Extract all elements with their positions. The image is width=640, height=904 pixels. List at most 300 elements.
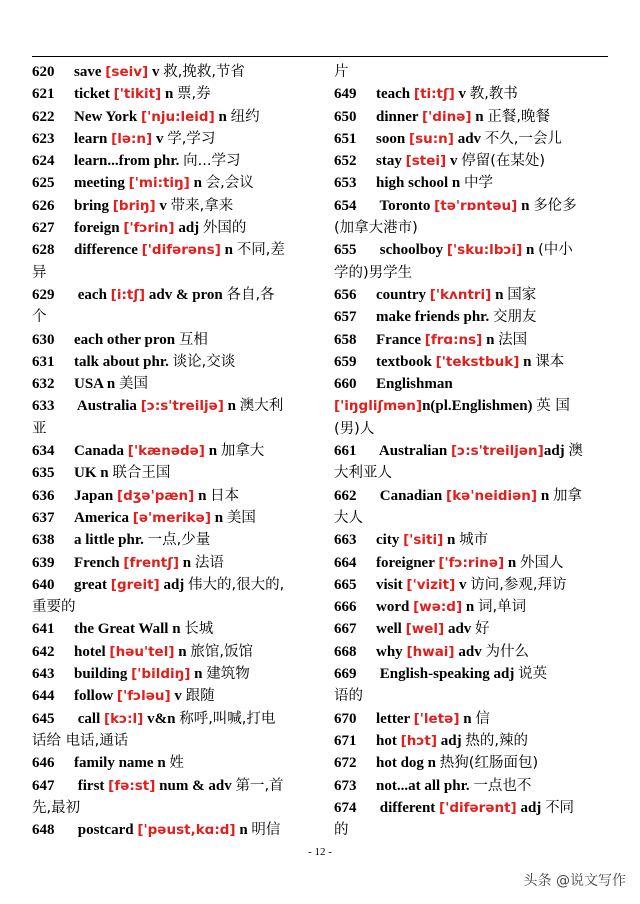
entry-meaning: 一点,少量: [147, 532, 211, 549]
entry-number: 625: [32, 175, 55, 192]
entry-meaning: 信: [475, 710, 490, 727]
entry-meaning: 片: [334, 64, 349, 80]
vocab-line: [334, 485, 608, 507]
entry-word: n: [537, 487, 553, 504]
entry-word: Canada: [74, 443, 128, 460]
entry-word: n: [204, 443, 221, 460]
vocab-line: [32, 284, 306, 306]
vocab-column-right: [334, 61, 608, 841]
entry-word: n: [522, 242, 539, 259]
entry-meaning: 教,教书: [469, 86, 518, 103]
vocab-line: [32, 529, 306, 551]
entry-word: n: [179, 554, 195, 571]
vocab-line: [32, 172, 306, 194]
entry-meaning: 英 国: [536, 398, 570, 415]
entry-number: 631: [32, 353, 55, 370]
entry-meaning: 澳: [568, 443, 583, 460]
entry-phonetic: [lə:n]: [111, 130, 153, 147]
entry-word: schoolboy: [376, 242, 447, 259]
entry-number: 640: [32, 576, 55, 593]
entry-number: 645: [32, 710, 55, 727]
entry-number: 674: [334, 799, 357, 816]
entry-number: 662: [334, 487, 357, 504]
entry-number: 646: [32, 755, 55, 772]
entry-meaning: 美国: [226, 509, 256, 526]
entry-word: each other pron: [74, 331, 179, 348]
entry-number: 628: [32, 242, 55, 259]
entry-meaning: 向...学习: [183, 153, 241, 170]
entry-phonetic: [kə'neidiən]: [446, 487, 538, 504]
entry-phonetic: [greit]: [110, 576, 160, 593]
entry-meaning: 救,挽救,节省: [163, 64, 245, 80]
entry-word: teach: [376, 86, 414, 103]
entry-word: family name n: [74, 755, 170, 772]
entry-word: adj: [437, 732, 466, 749]
entry-meaning: 个: [32, 309, 47, 326]
entry-phonetic: [briŋ]: [112, 197, 156, 214]
entry-meaning: 跟随: [185, 688, 215, 705]
entry-number: 658: [334, 331, 357, 348]
entry-word: English-speaking adj: [376, 666, 519, 683]
entry-word: v: [455, 576, 471, 593]
entry-word: save: [74, 64, 106, 80]
entry-meaning: 课本: [535, 353, 565, 370]
entry-word: learn...from phr.: [74, 153, 184, 170]
entry-word: v: [446, 153, 462, 170]
vocab-line: [32, 373, 306, 395]
entry-word: hot: [376, 732, 401, 749]
entry-word: foreign: [74, 220, 124, 237]
entry-number: 620: [32, 64, 55, 80]
entry-word: Canadian: [376, 487, 447, 504]
vocab-line: [32, 574, 306, 596]
vocab-line: [334, 329, 608, 351]
entry-phonetic: ['pəust,kɑ:d]: [137, 822, 236, 839]
vocab-line: [334, 172, 608, 194]
entry-phonetic: ['fɔrin]: [123, 220, 175, 237]
page-number: - 12 -: [308, 846, 332, 858]
vocab-line: [334, 819, 608, 841]
entry-word: word: [376, 599, 414, 616]
entry-phonetic: [dʒə'pæn]: [116, 487, 195, 504]
entry-meaning: 说英: [518, 666, 548, 683]
entry-meaning: 各自,各: [226, 286, 275, 303]
entry-word: visit: [376, 576, 407, 593]
entry-word: UK n: [74, 465, 113, 482]
entry-meaning: 会,会议: [205, 175, 254, 192]
entry-meaning: 美国: [119, 376, 149, 393]
vocab-line: [32, 418, 306, 440]
entry-number: 669: [334, 666, 357, 683]
vocab-line: [32, 485, 306, 507]
vocab-line: [32, 83, 306, 105]
entry-word: adj: [159, 576, 189, 593]
entry-word: high school n: [376, 175, 464, 192]
entry-word: n: [190, 666, 207, 683]
entry-word: France: [376, 331, 425, 348]
vocab-line: [32, 775, 306, 797]
vocab-line: [32, 329, 306, 351]
entry-word: soon: [376, 130, 409, 147]
entry-phonetic: ['letə]: [413, 710, 460, 727]
vocab-line: [334, 306, 608, 328]
entry-number: 652: [334, 153, 357, 170]
entry-word: the Great Wall n: [74, 621, 185, 638]
entry-number: 644: [32, 688, 55, 705]
entry-number: 635: [32, 465, 55, 482]
entry-word: n: [519, 353, 536, 370]
vocab-line: [334, 685, 608, 707]
entry-phonetic: [fə:st]: [108, 777, 156, 794]
entry-number: 643: [32, 666, 55, 683]
entry-meaning: 城市: [459, 532, 489, 549]
entry-word: n: [471, 108, 488, 125]
vocab-line: [32, 685, 306, 707]
entry-word: adj: [174, 220, 203, 237]
entry-meaning: 异: [32, 264, 47, 281]
entry-phonetic: ['fɔ:rinə]: [438, 554, 505, 571]
entry-word: hotel: [74, 643, 110, 660]
entry-number: 641: [32, 621, 55, 638]
entry-number: 638: [32, 532, 55, 549]
entry-number: 660: [334, 376, 357, 393]
entry-word: each: [74, 286, 111, 303]
entry-phonetic: [wel]: [405, 621, 445, 638]
entry-word: Australian: [376, 443, 452, 460]
entry-meaning: 词,单词: [477, 599, 527, 616]
entry-phonetic: [stei]: [405, 153, 447, 170]
vocab-line: [32, 552, 306, 574]
entry-phonetic: ['mi:tiŋ]: [128, 175, 190, 192]
vocab-line: [334, 797, 608, 819]
entry-word: first: [74, 777, 109, 794]
entry-meaning: 票,券: [177, 86, 211, 103]
vocab-line: [32, 663, 306, 685]
entry-word: v: [454, 86, 470, 103]
vocab-line: [334, 574, 608, 596]
vocab-line: [334, 262, 608, 284]
entry-meaning: 学,学习: [167, 130, 216, 147]
vocab-line: [32, 752, 306, 774]
vocab-line: [334, 641, 608, 663]
vocab-line: [334, 775, 608, 797]
entry-word: n: [517, 197, 534, 214]
entry-phonetic: [ɔ:s'treiljə]: [140, 398, 224, 415]
entry-meaning: 好: [475, 621, 490, 638]
entry-number: 642: [32, 643, 55, 660]
entry-word: not...at all phr.: [376, 777, 474, 794]
entry-word: adv: [454, 643, 486, 660]
entry-word: textbook: [376, 353, 436, 370]
entry-word: v&n: [143, 710, 180, 727]
entry-word: letter: [376, 710, 414, 727]
entry-number: 670: [334, 710, 357, 727]
entry-phonetic: ['tikit]: [113, 86, 162, 103]
vocab-line: [334, 730, 608, 752]
entry-word: bring: [74, 197, 113, 214]
vocab-line: [32, 61, 306, 83]
entry-word: n: [174, 643, 191, 660]
entry-number: 649: [334, 86, 357, 103]
entry-word: America: [74, 509, 133, 526]
entry-phonetic: ['iŋgliʃmən]: [334, 398, 423, 415]
entry-word: Englishman: [376, 376, 453, 393]
entry-phonetic: ['kænədə]: [127, 443, 205, 460]
vocab-line: [334, 150, 608, 172]
entry-meaning: 法国: [498, 331, 528, 348]
vocab-line: [334, 462, 608, 484]
entry-phonetic: ['difərənt]: [439, 799, 517, 816]
entry-meaning: 不久,一会儿: [484, 130, 562, 147]
entry-phonetic: [hɔt]: [400, 732, 438, 749]
entry-meaning: 的: [334, 822, 349, 839]
entry-number: 668: [334, 643, 357, 660]
entry-word: stay: [376, 153, 406, 170]
entry-meaning: 话给 电话,通话: [32, 732, 129, 749]
entry-word: n: [194, 487, 211, 504]
entry-meaning: 重要的: [32, 599, 76, 616]
entry-word: adv & pron: [145, 286, 227, 303]
vocab-line: [32, 440, 306, 462]
entry-word: USA n: [74, 376, 120, 393]
entry-number: 673: [334, 777, 357, 794]
entry-meaning: 长城: [184, 621, 214, 638]
vocab-line: [32, 306, 306, 328]
entry-number: 633: [32, 398, 55, 415]
entry-number: 622: [32, 108, 55, 125]
entry-word: why: [376, 643, 407, 660]
entry-meaning: 建筑物: [206, 666, 250, 683]
entry-word: Toronto: [376, 197, 435, 214]
entry-phonetic: ['sku:lbɔi]: [446, 242, 523, 259]
entry-meaning: 学的)男学生: [334, 264, 413, 281]
entry-meaning: 外国的: [202, 220, 247, 237]
entry-word: talk about phr.: [74, 353, 173, 370]
entry-meaning: 澳大利: [239, 398, 284, 415]
entry-word: postcard: [74, 822, 138, 839]
entry-phonetic: ['vizit]: [406, 576, 456, 593]
vocab-line: [334, 440, 608, 462]
entry-meaning: 多伦多: [533, 197, 577, 214]
vocab-line: [32, 618, 306, 640]
entry-number: 654: [334, 197, 357, 214]
entry-phonetic: [frentʃ]: [123, 554, 180, 571]
entry-meaning: 法语: [194, 554, 224, 571]
entry-meaning: 日本: [210, 487, 240, 504]
entry-meaning: 为什么: [485, 643, 529, 660]
entry-word: n: [462, 599, 478, 616]
entry-phonetic: [ti:tʃ]: [413, 86, 455, 103]
entry-meaning: (中小: [538, 242, 573, 259]
vocab-line: [334, 552, 608, 574]
entry-phonetic: [seiv]: [105, 64, 149, 80]
vocab-line: [334, 61, 608, 83]
vocab-line: [334, 217, 608, 239]
vocab-line: [32, 195, 306, 217]
entry-meaning: 中学: [463, 175, 493, 192]
entry-meaning: 一点也不: [473, 777, 532, 794]
entry-number: 650: [334, 108, 357, 125]
vocab-line: [32, 262, 306, 284]
entry-number: 647: [32, 777, 55, 794]
entry-word: adv: [453, 130, 485, 147]
entry-meaning: 姓: [169, 755, 184, 772]
vocab-line: [32, 797, 306, 819]
entry-word: French: [74, 554, 124, 571]
entry-number: 657: [334, 309, 357, 326]
entry-word: num & adv: [155, 777, 236, 794]
entry-word: Japan: [74, 487, 117, 504]
entry-number: 639: [32, 554, 55, 571]
vocab-line: [32, 462, 306, 484]
entry-word: a little phr.: [74, 532, 148, 549]
entry-word: v: [155, 197, 171, 214]
entry-word: v: [148, 64, 164, 80]
entry-meaning: 先,最初: [32, 799, 81, 816]
entry-meaning: 大利亚人: [334, 465, 392, 482]
entry-number: 655: [334, 242, 357, 259]
entry-number: 630: [32, 331, 55, 348]
entry-meaning: 大人: [334, 509, 363, 526]
entry-word: different: [376, 799, 440, 816]
vocab-line: [334, 752, 608, 774]
entry-phonetic: [həu'tel]: [109, 643, 175, 660]
entry-word: Australia: [74, 398, 141, 415]
entry-phonetic: ['tekstbuk]: [435, 353, 520, 370]
entry-phonetic: [ə'merikə]: [132, 509, 211, 526]
vocab-line: [32, 239, 306, 261]
entry-number: 665: [334, 576, 357, 593]
entry-word: adj: [516, 799, 546, 816]
vocab-line: [32, 708, 306, 730]
entry-phonetic: [hwai]: [406, 643, 455, 660]
entry-phonetic: ['dinə]: [422, 108, 472, 125]
vocab-line: [334, 596, 608, 618]
vocab-line: [334, 83, 608, 105]
entry-meaning: 加拿大: [220, 443, 265, 460]
entry-meaning: 国家: [507, 286, 537, 303]
entry-number: 656: [334, 286, 357, 303]
vocab-line: [32, 507, 306, 529]
entry-word: n: [161, 86, 178, 103]
entry-word: building: [74, 666, 132, 683]
entry-meaning: 不同: [545, 799, 575, 816]
entry-phonetic: ['difərəns]: [141, 242, 221, 259]
entry-meaning: 互相: [178, 331, 208, 348]
entry-meaning: 称呼,叫喊,打电: [179, 710, 276, 727]
entry-phonetic: ['kʌntri]: [429, 286, 492, 303]
entry-number: 651: [334, 130, 357, 147]
entry-word: dinner: [376, 108, 422, 125]
entry-phonetic: [wə:d]: [413, 599, 463, 616]
entry-phonetic: ['bildiŋ]: [131, 666, 191, 683]
entry-word: n: [491, 286, 508, 303]
vocab-line: [32, 596, 306, 618]
entry-number: 627: [32, 220, 55, 237]
entry-word: call: [74, 710, 104, 727]
entry-phonetic: [i:tʃ]: [110, 286, 146, 303]
entry-meaning: 亚: [32, 420, 47, 437]
vocab-line: [334, 418, 608, 440]
vocab-line: [32, 217, 306, 239]
entry-word: difference: [74, 242, 142, 259]
entry-meaning: 正餐,晚餐: [487, 108, 550, 125]
entry-meaning: 访问,参观,拜访: [470, 576, 567, 593]
entry-meaning: 外国人: [520, 554, 564, 571]
watermark: 头条 @说文写作: [523, 873, 626, 889]
entry-meaning: 谈论,交谈: [172, 353, 236, 370]
header-rule: [32, 56, 608, 57]
entry-word: adv: [444, 621, 476, 638]
entry-number: 629: [32, 286, 55, 303]
entry-word: country: [376, 286, 430, 303]
vocab-line: [334, 507, 608, 529]
entry-number: 664: [334, 554, 357, 571]
entry-number: 621: [32, 86, 55, 103]
vocab-line: [334, 351, 608, 373]
entry-meaning: 停留(在某处): [461, 153, 546, 170]
vocab-line: [32, 641, 306, 663]
vocab-line: [334, 195, 608, 217]
entry-word: n: [235, 822, 252, 839]
entry-number: 624: [32, 153, 55, 170]
entry-number: 667: [334, 621, 357, 638]
entry-meaning: 热狗(红肠面包): [439, 755, 539, 772]
entry-word: n(pl.Englishmen): [422, 398, 537, 415]
vocab-line: [32, 819, 306, 841]
entry-number: 671: [334, 732, 357, 749]
entry-number: 634: [32, 443, 55, 460]
vocab-line: [32, 106, 306, 128]
entry-number: 666: [334, 599, 357, 616]
entry-word: New York: [74, 108, 141, 125]
vocab-line: [334, 128, 608, 150]
entry-meaning: (男)人: [334, 420, 375, 437]
vocab-column-left: [32, 61, 306, 841]
entry-number: 672: [334, 755, 357, 772]
vocab-line: [32, 128, 306, 150]
entry-phonetic: [su:n]: [408, 130, 454, 147]
entry-word: well: [376, 621, 406, 638]
entry-meaning: 纽约: [230, 108, 260, 125]
entry-word: meeting: [74, 175, 129, 192]
vocab-line: [334, 663, 608, 685]
entry-word: v: [152, 130, 168, 147]
entry-phonetic: ['fɔləu]: [116, 688, 171, 705]
entry-number: 637: [32, 509, 55, 526]
entry-meaning: 带来,拿来: [170, 197, 234, 214]
entry-word: n: [189, 175, 206, 192]
entry-phonetic: [frɑ:ns]: [424, 331, 483, 348]
entry-phonetic: ['siti]: [403, 532, 444, 549]
vocab-line: [32, 150, 306, 172]
vocab-line: [334, 529, 608, 551]
entry-number: 648: [32, 822, 55, 839]
entry-word: learn: [74, 130, 112, 147]
entry-word: make friends phr.: [376, 309, 493, 326]
entry-number: 661: [334, 443, 357, 460]
entry-word: v: [170, 688, 186, 705]
entry-meaning: 明信: [251, 822, 281, 839]
entry-number: 659: [334, 353, 357, 370]
entry-meaning: 联合王国: [112, 465, 171, 482]
vocab-line: [334, 239, 608, 261]
entry-word: n: [459, 710, 476, 727]
entry-word: follow: [74, 688, 117, 705]
entry-word: n: [504, 554, 520, 571]
entry-meaning: (加拿大港市): [334, 220, 418, 237]
vocab-line: [32, 351, 306, 373]
